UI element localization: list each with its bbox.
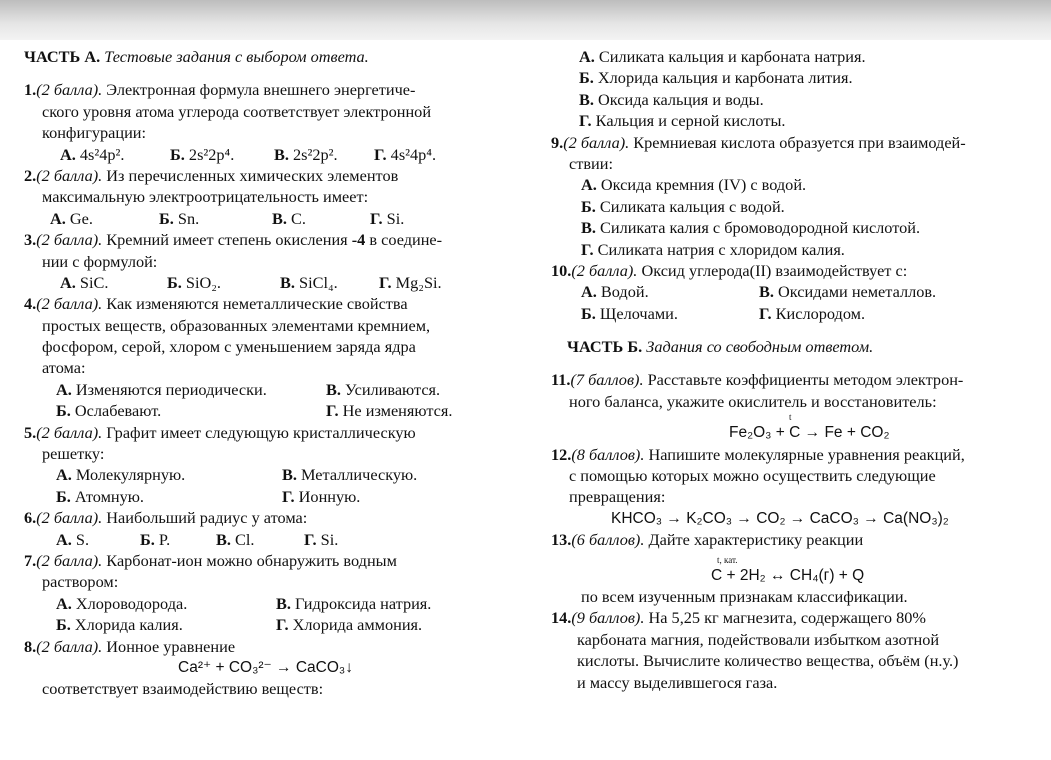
part-a-heading: ЧАСТЬ А. Тестовые задания с выбором ответа. xyxy=(24,47,369,66)
question-1: 1.(2 балла). Электронная формула внешнего энергетиче- xyxy=(24,80,416,100)
question-11: 11.(7 баллов). Расставьте коэффициенты методом электрон- xyxy=(551,370,964,390)
answer-options-6: А. S. Б. P. В. Cl. Г. Si. xyxy=(56,529,339,549)
question-2: 2.(2 балла). Из перечисленных химических элементов xyxy=(24,165,399,185)
reaction-equation: C + 2H₂ ↔ CH₄(г) + Q xyxy=(711,566,865,584)
question-6: 6.(2 балла). Наибольший радиус у атома: xyxy=(24,508,308,528)
question-9: 9.(2 балла). Кремниевая кислота образуется при взаимодей- xyxy=(551,132,966,152)
question-12: 12.(8 баллов). Напишите молекулярные уравнения реакций, xyxy=(551,444,965,464)
answer-options-10b: Б. Щелочами. Г. Кислородом. xyxy=(581,303,866,323)
question-4: 4.(2 балла). Как изменяются неметаллические свойства xyxy=(24,294,408,314)
question-3: 3.(2 балла). Кремний имеет степень окисления -4 в соедине- xyxy=(24,230,443,250)
option-9c: В. Силиката калия с бромоводородной кислотой. xyxy=(581,218,921,238)
question-5: 5.(2 балла). Графит имеет следующую кристаллическую xyxy=(24,422,416,442)
answer-options-5b: Б. Атомную. Г. Ионную. xyxy=(56,486,361,506)
question-10: 10.(2 балла). Оксид углерода(II) взаимодействует с: xyxy=(551,260,908,280)
ionic-equation: Ca²⁺ + CO₃²⁻ → CaCO₃↓ xyxy=(178,658,353,676)
question-14: 14.(9 баллов). На 5,25 кг магнезита, содержащего 80% xyxy=(551,608,926,628)
window-top-bar xyxy=(0,0,1051,40)
answer-options-10a: А. Водой. В. Оксидами неметаллов. xyxy=(581,282,937,302)
question-13: 13.(6 баллов). Дайте характеристику реакции xyxy=(551,530,864,550)
part-b-heading: ЧАСТЬ Б. Задания со свободным ответом. xyxy=(567,337,874,357)
answer-options-3: А. SiC. Б. SiO₂. В. SiCl₄. Г. Mg₂Si. xyxy=(60,272,442,292)
answer-options-1: А. 4s²4p². Б. 2s²2p⁴. В. 2s²2p². Г. 4s²4p⁴. xyxy=(60,144,437,164)
option-9d: Г. Силиката натрия с хлоридом калия. xyxy=(581,239,845,259)
answer-options-7b: Б. Хлорида калия. Г. Хлорида аммония. xyxy=(56,615,423,635)
option-9a: А. Оксида кремния (IV) с водой. xyxy=(581,175,807,195)
option-8a: А. Силиката кальция и карбоната натрия. xyxy=(579,47,866,66)
answer-options-5a: А. Молекулярную. В. Металлическую. xyxy=(56,465,418,485)
answer-options-7a: А. Хлороводорода. В. Гидроксида натрия. xyxy=(56,593,432,613)
answer-options-4b: Б. Ослабевают. Г. Не изменяются. xyxy=(56,401,453,421)
question-7: 7.(2 балла). Карбонат-ион можно обнаружить водным xyxy=(24,550,397,570)
transformation-chain: KHCO₃ → K₂CO₃ → CO₂ → CaCO₃ → Ca(NO₃)₂ xyxy=(611,509,949,527)
redox-equation: Fe₂O₃ + C → Fe + CO₂ xyxy=(729,424,890,442)
answer-options-2: А. Ge. Б. Sn. В. C. Г. Si. xyxy=(50,208,405,228)
right-column: А. Силиката кальция и карбоната натрия. Б. Хлорида кальция и карбоната лития. В. Оксида кальция и воды. Г. Кальция и серной кислоты. 9.(2 балла). Кремниевая кислота образуется при взаимодей- ствии: А. Оксида кремния (IV) с водой. Б. Силиката кальция с водой. В. Силиката калия с бромоводородной кислотой. Г. Силиката натрия с хлоридом калия. 10.(2 балла). Оксид углерода(II) взаимодействует с: А. Водой. В. Оксидами неметаллов. Б. Щелочами. Г. Кислородом. ЧАСТЬ Б. Задания со свободным ответом. 11.(7 баллов). Расставьте коэффициенты методом электрон- ного баланса, укажите окислитель и восстановитель: t Fe₂O₃ + C → Fe + CO₂ 12.(8 баллов). Напишите молекулярные уравнения реакций, с помощью которых можно осуществить следующие превращения: KHCO₃ → K₂CO₃ → CO₂ → CaCO₃ → Ca(NO₃)₂ 13.(6 баллов). Дайте характеристику реакции t, кат. C + 2H₂ ↔ CH₄(г) + Q по всем изученным признакам классификации. 14.(9 баллов). На 5,25 кг магнезита, содержащего 80% карбоната магния, подействовали избытком азотной кислоты. Вычислите количество вещества, объём (н.у.) и массу выделившегося газа. xyxy=(551,46,1031,693)
answer-options-4a: А. Изменяются периодически. В. Усиливаются. xyxy=(56,379,441,399)
question-8: 8.(2 балла). Ионное уравнение xyxy=(24,636,236,656)
option-8b: Б. Хлорида кальция и карбоната лития. xyxy=(579,68,853,88)
option-8d: Г. Кальция и серной кислоты. xyxy=(579,111,786,131)
option-9b: Б. Силиката кальция с водой. xyxy=(581,196,785,216)
option-8c: В. Оксида кальция и воды. xyxy=(579,89,764,109)
left-column: ЧАСТЬ А. Тестовые задания с выбором ответа. 1.(2 балла). Электронная формула внешнего энергетиче- ского уровня атома углерода соответствует электронной конфигурации: А. 4s²4p². Б. 2s²2p⁴. В. 2s²2p². Г. 4s²4p⁴. 2.(2 балла). Из перечисленных химических элементов максимальную электроотрицательность имеет: А. Ge. Б. Sn. В. C. Г. Si. 3.(2 балла). Кремний имеет степень окисления -4 в соедине- нии с формулой: А. SiC. Б. SiO₂. В. SiCl₄. Г. Mg₂Si. 4.(2 балла). Как изменяются неметаллические свойства простых веществ, образованных элементами кремнием, фосфором, серой, хлором с уменьшением заряда ядра атома: А. Изменяются периодически. В. Усиливаются. Б. Ослабевают. Г. Не изменяются. 5.(2 балла). Графит имеет следующую кристаллическую решетку: А. Молекулярную. В. Металлическую. Б. Атомную. Г. Ионную. 6.(2 балла). Наибольший радиус у атома: А. S. Б. P. В. Cl. Г. Si. 7.(2 балла). Карбонат-ион можно обнаружить водным раствором: А. Хлороводорода. В. Гидроксида натрия. Б. Хлорида калия. Г. Хлорида аммония. 8.(2 балла). Ионное уравнение Ca²⁺ + CO₃²⁻ → CaCO₃↓ соответствует взаимодействию веществ: xyxy=(24,46,524,700)
